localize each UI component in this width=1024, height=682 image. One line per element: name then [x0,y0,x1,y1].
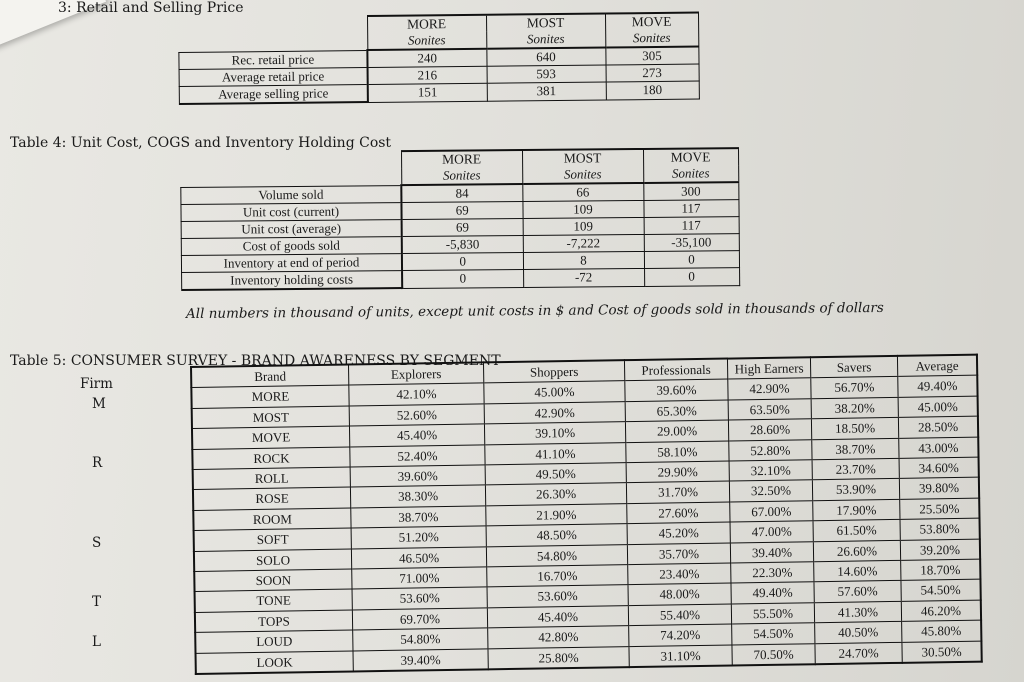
awareness-cell: 25.80% [488,646,629,669]
table-cell: 84 [401,184,522,203]
table-cell: 109 [523,217,644,235]
corner-cell [179,16,368,35]
col-header: MOVE [643,148,738,166]
table-cell: 180 [606,81,699,99]
awareness-cell: 14.60% [814,560,901,582]
firm-header: Firm [80,376,113,392]
awareness-cell: 34.60% [899,457,979,479]
awareness-cell: 39.20% [900,539,980,561]
awareness-cell: 45.80% [902,620,982,642]
firm-label-r: R [92,455,103,471]
col-subheader: Sonites [605,30,698,48]
awareness-cell: 39.40% [353,649,488,672]
table-cell: 305 [605,47,698,65]
awareness-cell: 48.50% [486,524,627,547]
awareness-cell: 26.30% [485,483,626,506]
awareness-cell: 63.50% [728,399,811,421]
col-subheader: Sonites [367,32,486,50]
awareness-cell: 51.20% [351,526,486,549]
awareness-cell: 41.10% [485,442,626,465]
brand-name: SOON [194,569,352,592]
awareness-cell: 45.20% [627,522,730,544]
row-label: Average selling price [179,85,368,104]
awareness-cell: 54.80% [486,544,627,567]
awareness-cell: 21.90% [486,504,627,527]
awareness-cell: 47.00% [730,521,813,543]
awareness-cell: 53.80% [900,518,980,540]
awareness-cell: 54.80% [353,628,488,651]
awareness-cell: 22.30% [731,562,814,584]
col-header: Explorers [348,362,483,385]
table-cell: -72 [523,268,644,287]
awareness-cell: 57.60% [814,581,901,603]
col-header: MOST [486,14,605,32]
awareness-cell: 49.40% [731,582,814,604]
awareness-cell: 29.90% [626,461,729,483]
awareness-cell: 41.30% [814,601,901,623]
awareness-cell: 65.30% [625,400,728,422]
brand-name: ROOM [193,508,351,531]
awareness-cell: 32.50% [729,480,812,502]
brand-name: ROLL [193,467,351,490]
awareness-cell: 45.40% [487,606,628,629]
row-label: Inventory holding costs [182,271,403,290]
table-cell: 151 [368,83,487,102]
awareness-cell: 45.00% [898,396,978,418]
awareness-cell: 42.90% [728,378,811,400]
awareness-cell: 42.10% [349,383,484,406]
brand-name: ROCK [192,447,350,470]
awareness-cell: 18.50% [811,418,898,440]
row-label: Cost of goods sold [181,237,402,256]
row-label: Unit cost (current) [181,203,402,222]
awareness-cell: 53.90% [812,479,899,501]
table-cell: 69 [401,202,522,220]
table-cell: 640 [486,48,605,67]
awareness-cell: 39.80% [899,478,979,500]
brand-name: ROSE [193,487,351,510]
awareness-cell: 17.90% [813,499,900,521]
table-cell: 0 [644,251,739,269]
row-label: Volume sold [181,185,402,204]
col-header: MORE [401,150,522,168]
table4-footnote: All numbers in thousand of units, except unit costs in $ and Cost of goods sold in thousands of dollars [185,299,884,323]
awareness-cell: 30.50% [902,641,982,663]
table-cell: -7,222 [523,234,644,252]
awareness-cell: 23.40% [628,563,731,585]
awareness-cell: 52.60% [349,404,484,427]
corner-cell [181,168,402,187]
awareness-cell: 52.40% [350,445,485,468]
awareness-cell: 18.70% [901,559,981,581]
col-subheader: Sonites [486,31,605,49]
awareness-cell: 39.60% [350,465,485,488]
firm-label-s: S [92,535,102,551]
awareness-cell: 42.80% [488,626,629,649]
firm-label-t: T [92,594,102,610]
corner-cell [179,33,368,52]
awareness-cell: 52.80% [729,439,812,461]
awareness-cell: 25.50% [900,498,980,520]
awareness-cell: 38.70% [812,438,899,460]
awareness-cell: 61.50% [813,520,900,542]
row-label: Average retail price [179,68,368,87]
col-header: MORE [367,15,486,33]
awareness-cell: 53.60% [352,587,487,610]
table-cell: 273 [606,64,699,82]
firm-label-l: L [92,634,101,650]
awareness-cell: 26.60% [813,540,900,562]
corner-cell [181,151,402,170]
brand-name: TOPS [195,610,353,633]
table-cell: -35,100 [644,234,739,252]
awareness-cell: 32.10% [729,460,812,482]
brand-name: MORE [191,385,349,408]
brand-name: TONE [195,589,353,612]
row-label: Unit cost (average) [181,220,402,239]
col-header: High Earners [727,357,810,379]
awareness-cell: 71.00% [352,567,487,590]
awareness-cell: 45.40% [349,424,484,447]
awareness-cell: 49.40% [898,376,978,398]
awareness-cell: 28.60% [728,419,811,441]
awareness-cell: 69.70% [352,608,487,631]
col-header: Savers [810,356,897,378]
table-cell: 117 [643,200,738,218]
col-header: Shoppers [483,360,624,383]
awareness-cell: 35.70% [627,543,730,565]
awareness-cell: 46.20% [901,600,981,622]
table3-title: 3: Retail and Selling Price [58,0,244,16]
table-cell: 0 [402,253,523,271]
awareness-cell: 49.50% [485,463,626,486]
awareness-cell: 28.50% [898,416,978,438]
table-cell: -5,830 [402,236,523,254]
awareness-cell: 39.40% [730,541,813,563]
awareness-cell: 38.30% [350,485,485,508]
brand-name: LOUD [195,630,353,653]
firm-label-m: M [92,396,106,412]
col-header: Average [897,355,977,377]
col-subheader: Sonites [401,167,522,185]
table-cell: 0 [644,268,739,286]
awareness-cell: 38.70% [351,506,486,529]
awareness-cell: 42.90% [484,401,625,424]
brand-name: MOST [192,406,350,429]
row-label: Inventory at end of period [181,254,402,273]
table-cell: 117 [644,217,739,235]
awareness-cell: 23.70% [812,458,899,480]
awareness-cell: 67.00% [730,501,813,523]
awareness-cell: 40.50% [815,622,902,644]
table-cell: 66 [522,183,643,202]
col-header: MOVE [605,13,698,31]
awareness-cell: 39.10% [484,422,625,445]
table-cell: 381 [487,82,606,101]
awareness-cell: 54.50% [732,623,815,645]
awareness-cell: 39.60% [625,379,728,401]
table-cell: 216 [368,66,487,84]
table5-title: Table 5: CONSUMER SURVEY - BRAND AWARENESS BY SEGMENT [10,353,501,369]
awareness-cell: 70.50% [732,643,815,665]
unit-cost-table [180,147,740,291]
awareness-cell: 16.70% [487,565,628,588]
brand-awareness-body [191,355,982,674]
col-header: Professionals [624,359,727,382]
row-label: Rec. retail price [179,50,368,69]
table-cell: 69 [402,219,523,237]
brand-name: SOLO [194,549,352,572]
table-cell: 8 [523,251,644,269]
awareness-cell: 27.60% [627,502,730,524]
awareness-cell: 56.70% [811,377,898,399]
table-cell: 240 [367,49,486,68]
col-header: MOST [522,149,643,167]
brand-name: LOOK [196,651,354,674]
col-subheader: Sonites [522,166,643,184]
brand-awareness-table [190,354,983,675]
awareness-cell: 45.00% [484,381,625,404]
awareness-cell: 53.60% [487,585,628,608]
brand-name: SOFT [194,528,352,551]
table-cell: 300 [643,182,738,200]
awareness-cell: 58.10% [626,441,729,463]
awareness-cell: 24.70% [815,642,902,664]
awareness-cell: 74.20% [629,624,732,646]
awareness-cell: 38.20% [811,397,898,419]
col-header: Brand [191,365,349,388]
table4-title: Table 4: Unit Cost, COGS and Inventory Holding Cost [10,135,392,151]
col-subheader: Sonites [643,165,738,183]
awareness-cell: 48.00% [628,583,731,605]
awareness-cell: 29.00% [625,420,728,442]
retail-price-table [178,12,699,105]
awareness-cell: 55.50% [731,603,814,625]
table-cell: 0 [402,270,523,289]
awareness-cell: 46.50% [351,547,486,570]
brand-name: MOVE [192,426,350,449]
awareness-cell: 54.50% [901,580,981,602]
table-cell: 593 [487,65,606,83]
awareness-cell: 31.10% [629,645,732,668]
awareness-cell: 43.00% [899,437,979,459]
table-cell: 109 [522,200,643,218]
awareness-cell: 55.40% [628,604,731,626]
awareness-cell: 31.70% [626,481,729,503]
